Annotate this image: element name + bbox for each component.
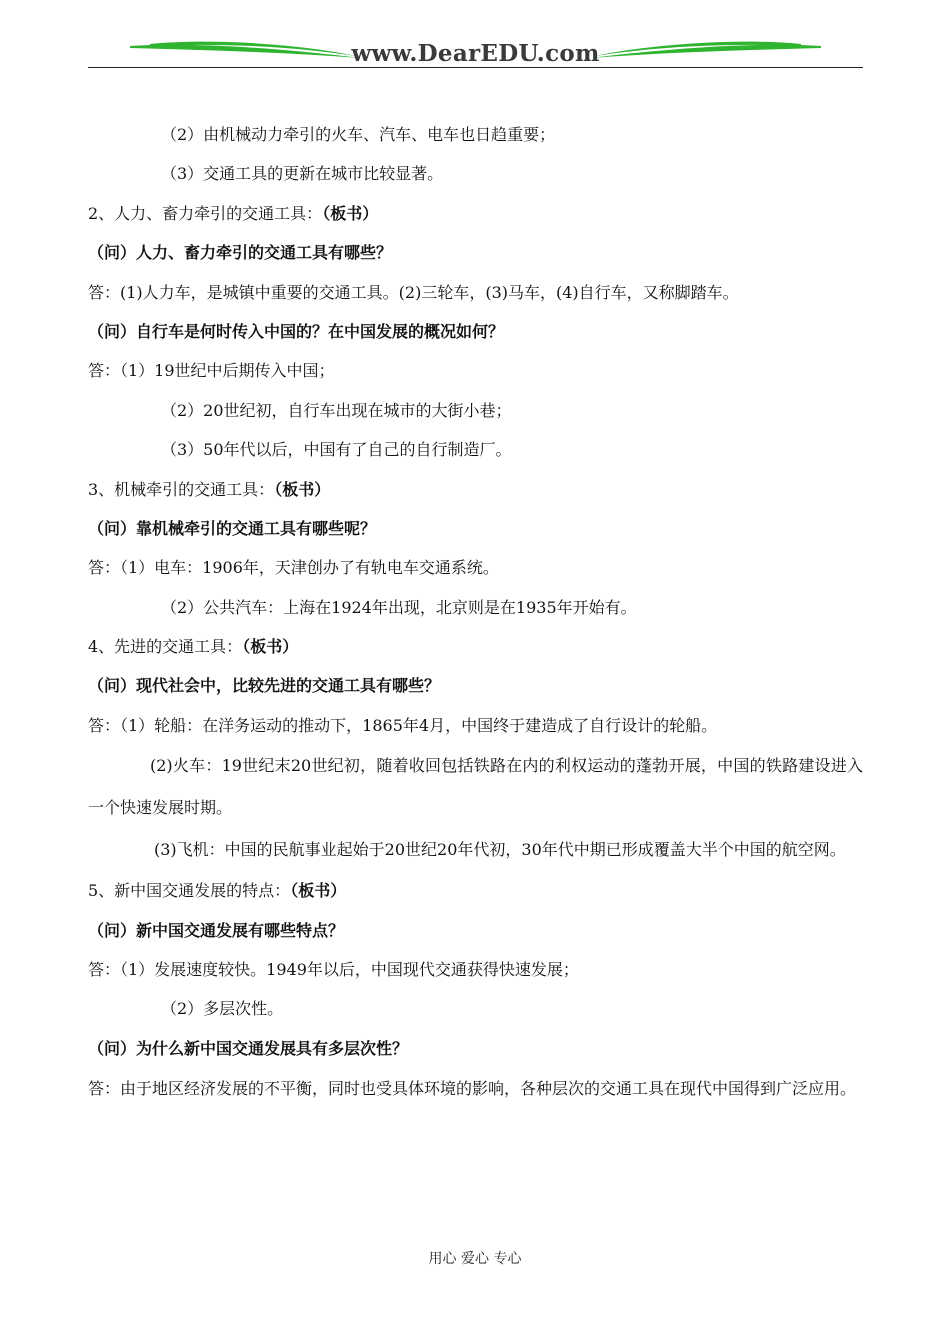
section-heading: 3、机械牵引的交通工具：（板书） xyxy=(88,479,331,499)
text-line: （2）由机械动力牵引的火车、汽车、电车也日趋重要； xyxy=(161,125,556,144)
answer-line: 答：(1)人力车，是城镇中重要的交通工具。(2)三轮车，(3)马车，(4)自行车，又称脚踏车。 xyxy=(88,282,739,302)
question-line: （问）人力、畜力牵引的交通工具有哪些？ xyxy=(88,243,393,263)
board-label: （板书） xyxy=(274,479,331,499)
answer-line: （3）50年代以后，中国有了自己的自行制造厂。 xyxy=(161,440,512,460)
text-line: （3）交通工具的更新在城市比较显著。 xyxy=(161,164,444,184)
question-line: （问）现代社会中，比较先进的交通工具有哪些？ xyxy=(88,676,441,696)
section-heading: 5、新中国交通发展的特点：（板书） xyxy=(88,881,347,901)
board-label: （板书） xyxy=(290,881,347,901)
page-footer: 用心 爱心 专心 xyxy=(428,1251,522,1267)
document-body xyxy=(88,115,863,1110)
section-heading: 2、人力、畜力牵引的交通工具：（板书） xyxy=(88,203,379,223)
header-rule xyxy=(88,67,863,68)
site-logo-text[interactable]: www.DearEDU.com xyxy=(351,40,600,67)
answer-paragraph: (3)飞机：中国的民航事业起始于20世纪20年代初，30年代中期已形成覆盖大半个中国的航空网。 xyxy=(154,840,846,860)
answer-line: （2）多层次性。 xyxy=(161,999,284,1019)
question-line: （问）新中国交通发展有哪些特点？ xyxy=(88,920,345,940)
answer-line: （2）20世纪初，自行车出现在城市的大街小巷； xyxy=(161,400,512,420)
answer-line: 答：（1）电车：1906年，天津创办了有轨电车交通系统。 xyxy=(88,558,499,578)
answer-paragraph: 答：由于地区经济发展的不平衡，同时也受具体环境的影响，各种层次的交通工具在现代中国得到广泛应用。 xyxy=(88,1079,857,1099)
answer-line: 答：（1）轮船：在洋务运动的推动下，1865年4月，中国终于建造成了自行设计的轮船。 xyxy=(88,715,718,735)
board-label: （板书） xyxy=(322,203,379,223)
question-line: （问）自行车是何时传入中国的？在中国发展的概况如何？ xyxy=(88,321,505,341)
section-heading: 4、先进的交通工具：（板书） xyxy=(88,637,299,657)
question-line: （问）靠机械牵引的交通工具有哪些呢？ xyxy=(88,518,377,538)
question-line: （问）为什么新中国交通发展具有多层次性？ xyxy=(88,1038,409,1058)
answer-line: 答：（1）发展速度较快。1949年以后，中国现代交通获得快速发展； xyxy=(88,960,579,980)
page-header xyxy=(88,30,863,70)
board-label: （板书） xyxy=(242,637,299,657)
answer-line: 答：（1）19世纪中后期传入中国； xyxy=(88,361,335,381)
answer-paragraph: (2)火车：19世纪末20世纪初，随着收回包括铁路在内的利权运动的蓬勃开展，中国的铁路建设进入一个快速发展时期。 xyxy=(88,756,863,818)
answer-line: （2）公共汽车：上海在1924年出现，北京则是在1935年开始有。 xyxy=(161,597,637,617)
